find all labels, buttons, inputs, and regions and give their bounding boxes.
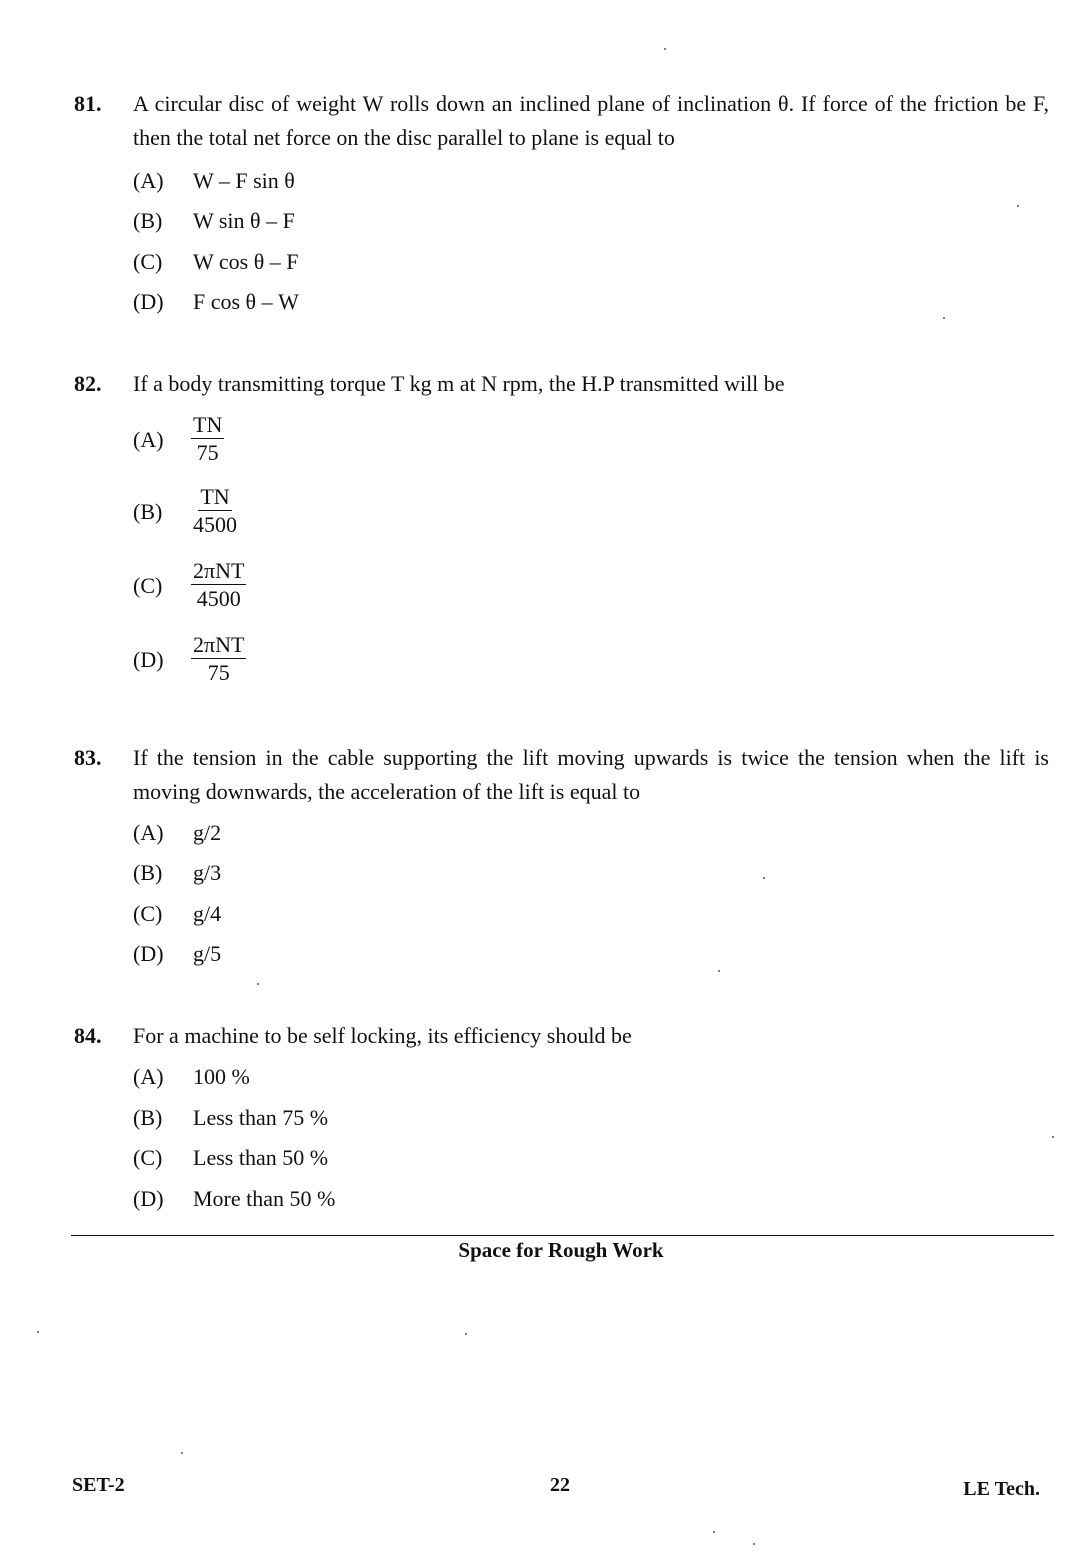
option-text: g/5 xyxy=(193,941,222,966)
option-text: 100 % xyxy=(193,1064,250,1089)
question-number: 83. xyxy=(74,745,102,770)
option-label: (B) xyxy=(133,860,163,885)
set-label: SET-2 xyxy=(72,1474,125,1496)
option-label: (B) xyxy=(133,499,163,524)
scan-speck xyxy=(181,1452,183,1454)
option-text: W sin θ – F xyxy=(193,208,295,233)
option-text: g/2 xyxy=(193,820,222,845)
scan-speck xyxy=(713,1531,715,1533)
question-text: For a machine to be self locking, its efficiency should be xyxy=(133,1023,632,1048)
question-83 xyxy=(74,741,1049,966)
scan-speck xyxy=(718,970,720,972)
fraction xyxy=(191,557,246,612)
option-b xyxy=(133,1104,328,1132)
option-a xyxy=(133,167,295,195)
fraction-denominator: 4500 xyxy=(196,586,241,611)
option-d xyxy=(133,1185,335,1213)
option-a xyxy=(133,819,221,847)
option-text: F cos θ – W xyxy=(193,289,299,314)
option-label: (D) xyxy=(133,647,164,672)
fraction xyxy=(191,411,224,466)
option-label: (D) xyxy=(133,941,164,966)
option-text: g/4 xyxy=(193,901,222,926)
option-c xyxy=(133,1144,328,1172)
scan-speck xyxy=(763,877,765,879)
option-label: (C) xyxy=(133,901,163,926)
option-label: (D) xyxy=(133,1186,164,1211)
question-text: If the tension in the cable supporting the lift moving upwards is twice the tension when the lift is moving downwards, the acceleration of the lift is equal to xyxy=(133,745,1049,804)
fraction-denominator: 75 xyxy=(196,440,219,465)
option-c xyxy=(133,900,221,928)
option-label: (A) xyxy=(133,427,164,452)
question-84 xyxy=(74,1019,1049,1211)
option-a xyxy=(133,1063,250,1091)
option-b xyxy=(133,207,295,235)
option-label: (A) xyxy=(133,168,164,193)
question-text: If a body transmitting torque T kg m at N rpm, the H.P transmitted will be xyxy=(133,371,785,396)
question-text: A circular disc of weight W rolls down an inclined plane of inclination θ. If force of the friction be F, then the total net force on the disc parallel to plane is equal to xyxy=(133,91,1049,150)
question-number: 84. xyxy=(74,1023,102,1048)
option-text: More than 50 % xyxy=(193,1186,336,1211)
option-label: (B) xyxy=(133,208,163,233)
option-d xyxy=(133,288,299,316)
question-number: 81. xyxy=(74,91,102,116)
fraction-denominator: 75 xyxy=(207,660,230,685)
fraction xyxy=(191,483,239,538)
scan-speck xyxy=(465,1333,467,1335)
option-text: W – F sin θ xyxy=(193,168,295,193)
fraction-numerator: TN xyxy=(200,484,230,509)
page-number: 22 xyxy=(550,1474,570,1496)
scan-speck xyxy=(664,48,666,50)
fraction xyxy=(191,631,246,686)
option-label: (A) xyxy=(133,1064,164,1089)
option-d xyxy=(133,940,221,968)
question-81 xyxy=(74,87,1049,314)
option-label: (B) xyxy=(133,1105,163,1130)
option-label: (C) xyxy=(133,249,163,274)
option-text: Less than 75 % xyxy=(193,1105,329,1130)
option-text: g/3 xyxy=(193,860,222,885)
fraction-numerator: TN xyxy=(193,412,223,437)
scan-speck xyxy=(1052,1136,1054,1138)
option-b xyxy=(133,859,221,887)
fraction-numerator: 2πNT xyxy=(193,558,245,583)
option-label: (D) xyxy=(133,289,164,314)
paper-label: LE Tech. xyxy=(963,1478,1040,1500)
fraction-denominator: 4500 xyxy=(193,512,237,537)
option-label: (C) xyxy=(133,573,163,598)
scan-speck xyxy=(37,1331,39,1333)
option-c xyxy=(133,248,298,276)
option-label: (C) xyxy=(133,1145,163,1170)
question-82 xyxy=(74,367,1049,685)
scan-speck xyxy=(753,1543,755,1545)
fraction-numerator: 2πNT xyxy=(193,632,245,657)
rough-work-label: Space for Rough Work xyxy=(458,1238,664,1262)
scan-speck xyxy=(943,317,945,319)
option-text: W cos θ – F xyxy=(193,249,299,274)
scan-speck xyxy=(1017,205,1019,207)
option-text: Less than 50 % xyxy=(193,1145,329,1170)
option-label: (A) xyxy=(133,820,164,845)
scan-speck xyxy=(257,983,259,985)
question-number: 82. xyxy=(74,371,102,396)
